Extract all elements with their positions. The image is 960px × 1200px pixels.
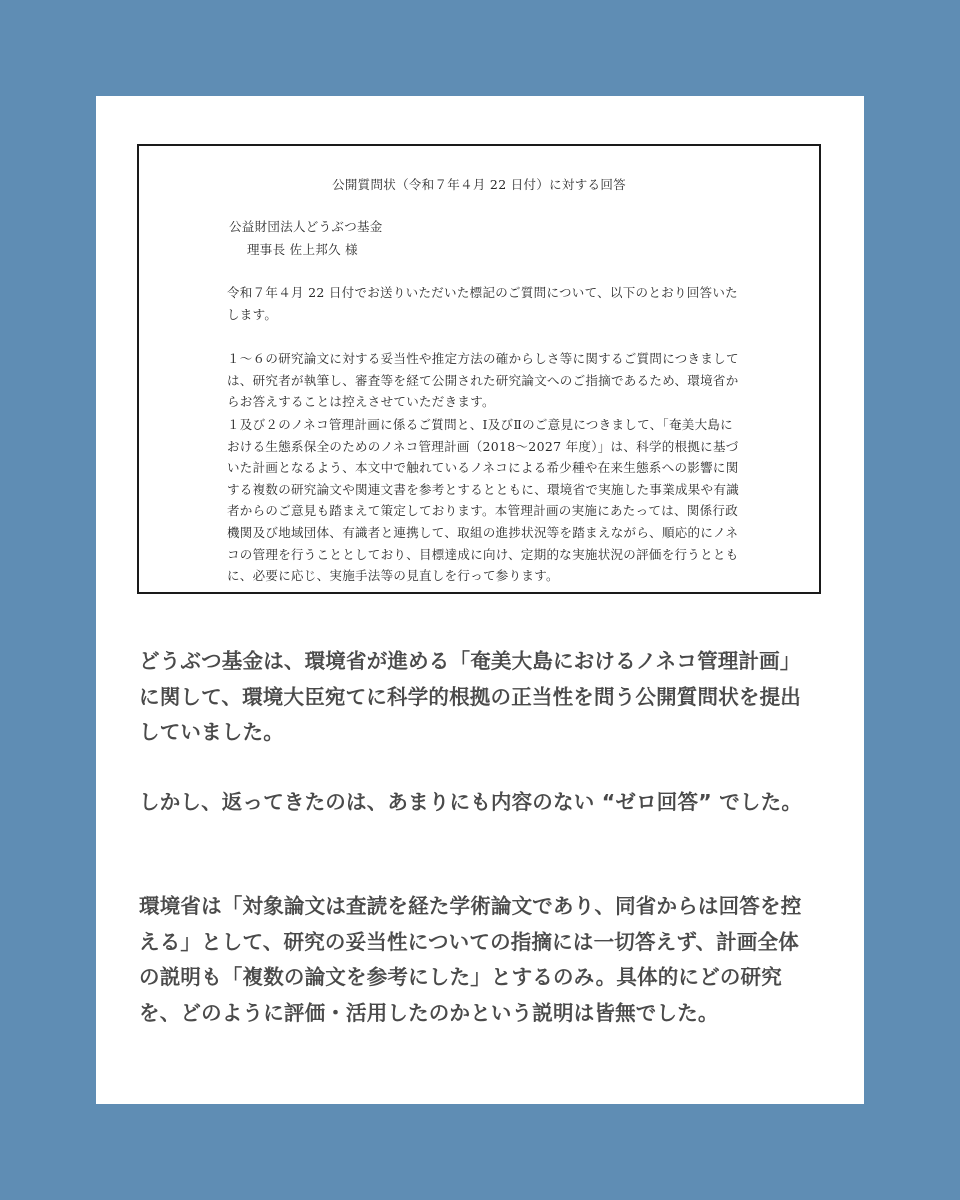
document-paragraph-1: 令和７年４月 22 日付でお送りいただいた標記のご質問について、以下のとおり回答いたします。 [227, 285, 738, 322]
recipient-organization: 公益財団法人どうぶつ基金 [229, 219, 383, 234]
document-paragraph-3: １及び２のノネコ管理計画に係るご質問と、Ⅰ及びⅡのご意見につきまして、「奄美大島における生態系保全のためのノネコ管理計画（2018～2027 年度）」は、科学的根拠に基づいた計画となるよう、本文中で触れているノネコによる希少種や在来生態系への影響に関する複数の研究論文や関連文書を参考とするとともに、環境省で実施した事業成果や有識者からのご意見も踏まえて策定しております。本管理計画の実施にあたっては、関係行政機関及び地域団体、有識者と連携して、取組の進捗状況等を踏まえながら、順応的にノネコの管理を行うこととしており、目標達成に向け、定期的な実施状況の評価を行うとともに、必要に応じ、実施手法等の見直しを行って参ります。 [227, 417, 740, 584]
scanned-document [137, 144, 821, 594]
caption-paragraph-1: どうぶつ基金は、環境省が進める「奄美大島におけるノネコ管理計画」に関して、環境大臣宛てに科学的根拠の正当性を問う公開質問状を提出していました。 [139, 649, 801, 744]
content-card [96, 96, 864, 1104]
caption-paragraph-3: 環境省は「対象論文は査読を経た学術論文であり、同省からは回答を控える」として、研究の妥当性についての指摘には一切答えず、計画全体の説明も「複数の論文を参考にした」とするのみ。具体的にどの研究を、どのように評価・活用したのかという説明は皆無でした。 [139, 894, 802, 1025]
recipient-name: 理事長 佐上邦久 様 [247, 242, 358, 257]
caption-paragraph-2: しかし、返ってきたのは、あまりにも内容のない “ゼロ回答” でした。 [139, 790, 803, 814]
document-title: 公開質問状（令和７年４月 22 日付）に対する回答 [332, 177, 626, 192]
document-paragraph-2: １～６の研究論文に対する妥当性や推定方法の確からしさ等に関するご質問につきましては、研究者が執筆し、審査等を経て公開された研究論文へのご指摘であるため、環境省からお答えすることは控えさせていただきます。 [227, 351, 739, 410]
